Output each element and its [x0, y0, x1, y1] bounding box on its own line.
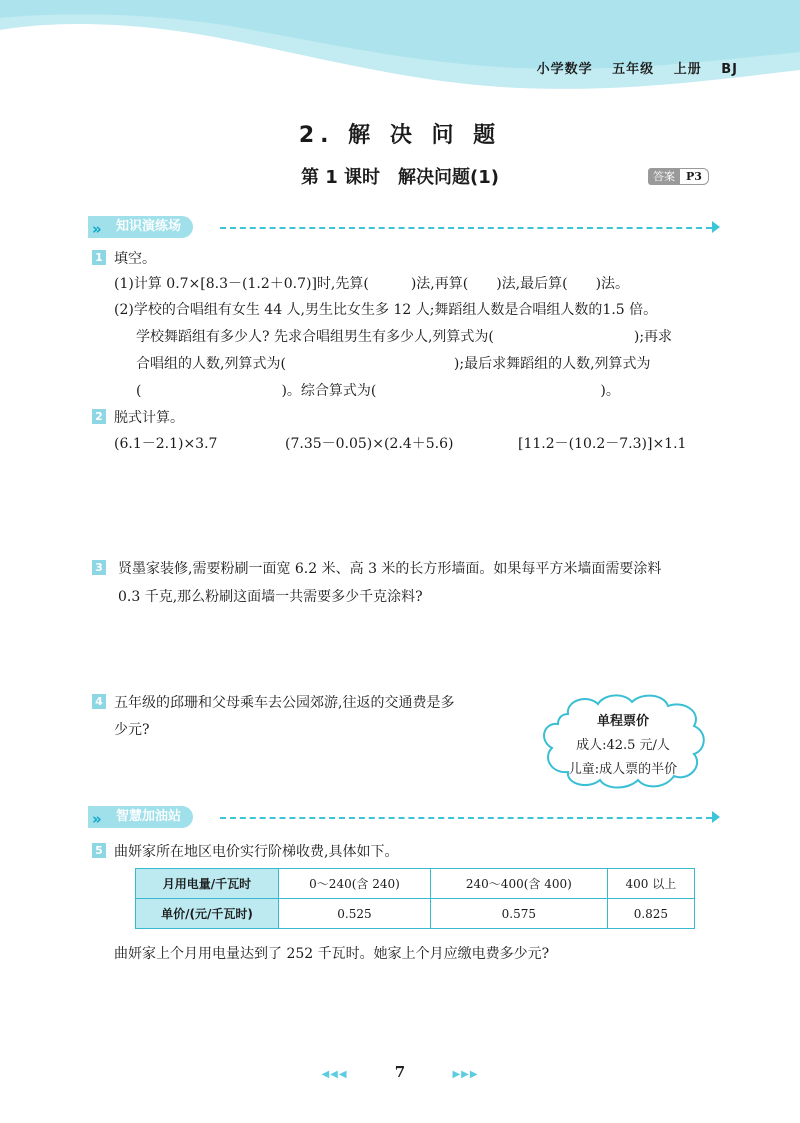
- chapter-title: 2. 解 决 问 题: [298, 123, 502, 148]
- table-cell: 0.825: [607, 899, 694, 929]
- q3-line2: 0.3 千克,那么粉刷这面墙一共需要多少千克涂料?: [118, 589, 423, 605]
- q2-expr-2: (7.35－0.05)×(2.4＋5.6): [285, 436, 454, 452]
- header-wave: [0, 0, 800, 92]
- section-wisdom-label: 智慧加油站: [116, 809, 182, 824]
- table-cell: 0.575: [430, 899, 607, 929]
- question-number: 1: [92, 250, 106, 265]
- q1-part1: (1)计算 0.7×[8.3－(1.2＋0.7)]时,先算( )法,再算( )法,最后算( )法。: [114, 276, 630, 292]
- q1-part2-line2: 学校舞蹈组有多少人? 先求合唱组男生有多少人,列算式为( );再求: [136, 329, 673, 345]
- cloud-title: 单程票价: [596, 714, 649, 729]
- table-row: [136, 869, 695, 899]
- dashed-divider: [220, 227, 712, 229]
- q1-part2-line1: (2)学校的合唱组有女生 44 人,男生比女生多 12 人;舞蹈组人数是合唱组人数的1.5 倍。: [114, 302, 658, 318]
- q2-title: 脱式计算。: [114, 410, 184, 426]
- triangle-arrow-icon: [712, 221, 720, 233]
- question-number: 3: [92, 560, 106, 575]
- question-number: 4: [92, 694, 106, 709]
- section-wisdom: [88, 806, 720, 830]
- table-header-price: 单价/(元/千瓦时): [136, 899, 279, 929]
- table-row: [136, 899, 695, 929]
- header-subject: 小学数学: [536, 62, 593, 77]
- header-edition: BJ: [721, 62, 738, 77]
- q5-question: 曲妍家上个月用电量达到了 252 千瓦时。她家上个月应缴电费多少元?: [114, 946, 550, 962]
- q1-part2-line3: 合唱组的人数,列算式为( );最后求舞蹈组的人数,列算式为: [136, 356, 651, 372]
- left-triangles-icon: ◀◀◀: [321, 1069, 348, 1080]
- q5-intro: 曲妍家所在地区电价实行阶梯收费,具体如下。: [114, 844, 399, 860]
- lesson-title: 第 1 课时 解决问题(1): [300, 167, 500, 188]
- answer-page: P3: [680, 168, 709, 185]
- question-number: 2: [92, 409, 106, 424]
- table-cell: 0.525: [279, 899, 431, 929]
- table-header-usage: 月用电量/千瓦时: [136, 869, 279, 899]
- q2-expr-3: [11.2－(10.2－7.3)]×1.1: [518, 436, 687, 452]
- q4-line1: 五年级的邱珊和父母乘车去公园郊游,往返的交通费是多: [114, 695, 455, 711]
- question-number: 5: [92, 843, 106, 858]
- section-knowledge: [88, 216, 720, 240]
- header-grade: 五年级: [612, 62, 655, 77]
- q2-expr-1: (6.1－2.1)×3.7: [114, 436, 218, 452]
- dashed-divider: [220, 817, 712, 819]
- section-knowledge-label: 知识演练场: [116, 219, 182, 234]
- header-volume: 上册: [673, 62, 702, 77]
- cloud-adult-price: 成人:42.5 元/人: [576, 738, 670, 753]
- table-cell: 400 以上: [607, 869, 694, 899]
- triangle-arrow-icon: [712, 811, 720, 823]
- double-arrow-icon: »: [92, 220, 102, 238]
- q1-part2-line4: ( )。综合算式为( )。: [136, 383, 620, 399]
- section-wisdom-tag: [88, 806, 193, 828]
- page-number: 7: [394, 1063, 406, 1081]
- right-triangles-icon: ▶▶▶: [452, 1069, 479, 1080]
- double-arrow-icon: »: [92, 810, 102, 828]
- table-cell: 0～240(含 240): [279, 869, 431, 899]
- answer-label: 答案: [648, 168, 680, 185]
- table-cell: 240～400(含 400): [430, 869, 607, 899]
- header-info: [523, 58, 738, 77]
- page-footer: [0, 1063, 800, 1081]
- q1-title: 填空。: [114, 251, 156, 267]
- q4-line2: 少元?: [114, 722, 150, 738]
- q3-line1: 贤墨家装修,需要粉刷一面宽 6.2 米、高 3 米的长方形墙面。如果每平方米墙面需要涂料: [118, 561, 662, 577]
- answer-tag: [648, 168, 709, 185]
- cloud-child-price: 儿童:成人票的半价: [568, 762, 678, 777]
- section-knowledge-tag: [88, 216, 193, 238]
- electricity-price-table: [135, 868, 695, 929]
